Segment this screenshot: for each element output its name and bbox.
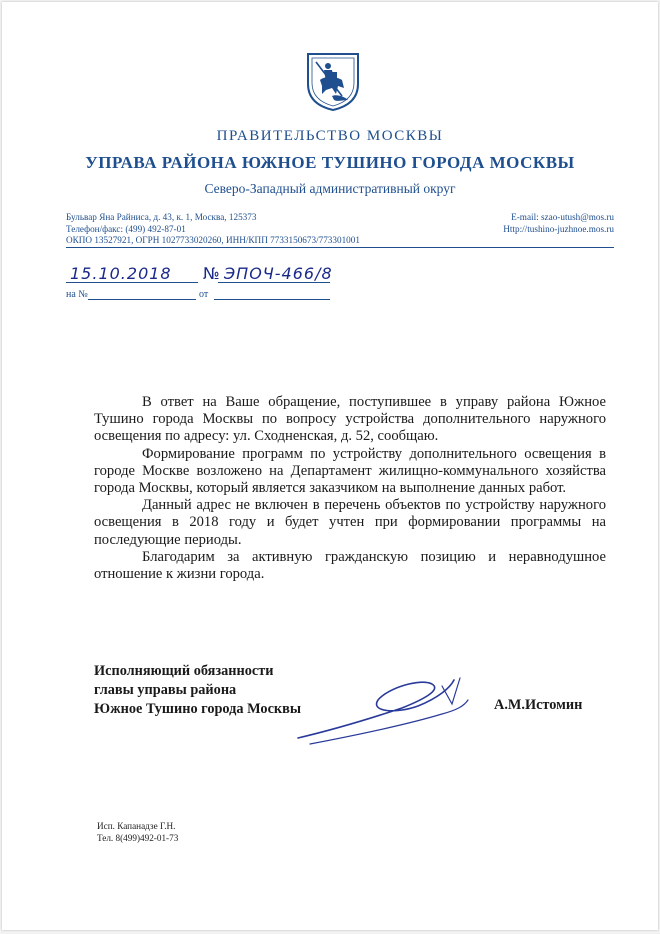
reference-date-underline bbox=[214, 299, 330, 300]
body-paragraph: Формирование программ по устройству дополнительного освещения в городе Москве возложено на Департамент жилищно-коммунального хозяйства города Москвы, который является заказчиком на выполнение данных работ. bbox=[94, 445, 606, 497]
header-divider bbox=[66, 247, 614, 248]
registry-codes-text: ОКПО 13527921, ОГРН 1027733020260, ИНН/КПП 7733150673/773301001 bbox=[66, 235, 360, 245]
moscow-coat-of-arms-icon bbox=[302, 50, 364, 112]
body-paragraph: Данный адрес не включен в перечень объектов по устройству наружного освещения в 2018 году и будет учтен при формировании программы на последующие периоды. bbox=[94, 497, 606, 548]
letter-body bbox=[94, 394, 606, 583]
handwritten-signature bbox=[292, 670, 482, 750]
signatory-title-line: главы управы района bbox=[94, 682, 237, 698]
contacts-right bbox=[503, 212, 614, 235]
district-subtitle: Северо-Западный административный округ bbox=[204, 181, 456, 196]
executor-name: Исп. Капанадзе Г.Н. bbox=[97, 821, 176, 831]
organization-title: УПРАВА РАЙОНА ЮЖНОЕ ТУШИНО ГОРОДА МОСКВЫ bbox=[85, 153, 575, 172]
number-sign: № bbox=[203, 264, 221, 283]
redacted-recipient-block bbox=[374, 260, 534, 302]
executor-phone: Тел. 8(499)492-01-73 bbox=[97, 833, 179, 843]
body-paragraph: Благодарим за активную гражданскую позицию и неравнодушное отношение к жизни города. bbox=[94, 548, 606, 583]
outgoing-number: ЭПОЧ-466/8 bbox=[224, 264, 333, 283]
executor-block bbox=[97, 820, 178, 844]
body-paragraph: В ответ на Ваше обращение, поступившее в управу района Южное Тушино города Москвы по вопросу устройства дополнительного наружного освещения по адресу: ул. Сходненская, д. 52, сообщаю. bbox=[94, 394, 606, 445]
email-text: E-mail: szao-utush@mos.ru bbox=[511, 212, 614, 222]
redacted-salutation-block bbox=[272, 320, 457, 364]
website-text: Http://tushino-juzhnoe.mos.ru bbox=[503, 223, 614, 234]
phone-text: Телефон/факс: (499) 492-87-01 bbox=[66, 223, 186, 234]
reference-number-label: на № bbox=[66, 289, 88, 300]
signatory-title-line: Южное Тушино города Москвы bbox=[94, 701, 302, 717]
signatory-title bbox=[94, 662, 301, 719]
signatory-title-line: Исполняющий обязанности bbox=[94, 663, 274, 679]
outgoing-date: 15.10.2018 bbox=[70, 264, 172, 283]
address-text: Бульвар Яна Райниса, д. 43, к. 1, Москва, 125373 bbox=[66, 212, 257, 222]
reference-date-label: от bbox=[199, 289, 209, 300]
contacts-left bbox=[66, 212, 360, 247]
signatory-name: А.М.Истомин bbox=[494, 697, 583, 713]
government-title: ПРАВИТЕЛЬСТВО МОСКВЫ bbox=[216, 128, 444, 144]
letter-page bbox=[2, 2, 658, 930]
date-underline bbox=[66, 282, 198, 283]
number-underline bbox=[218, 282, 330, 283]
reference-number-underline bbox=[88, 299, 196, 300]
